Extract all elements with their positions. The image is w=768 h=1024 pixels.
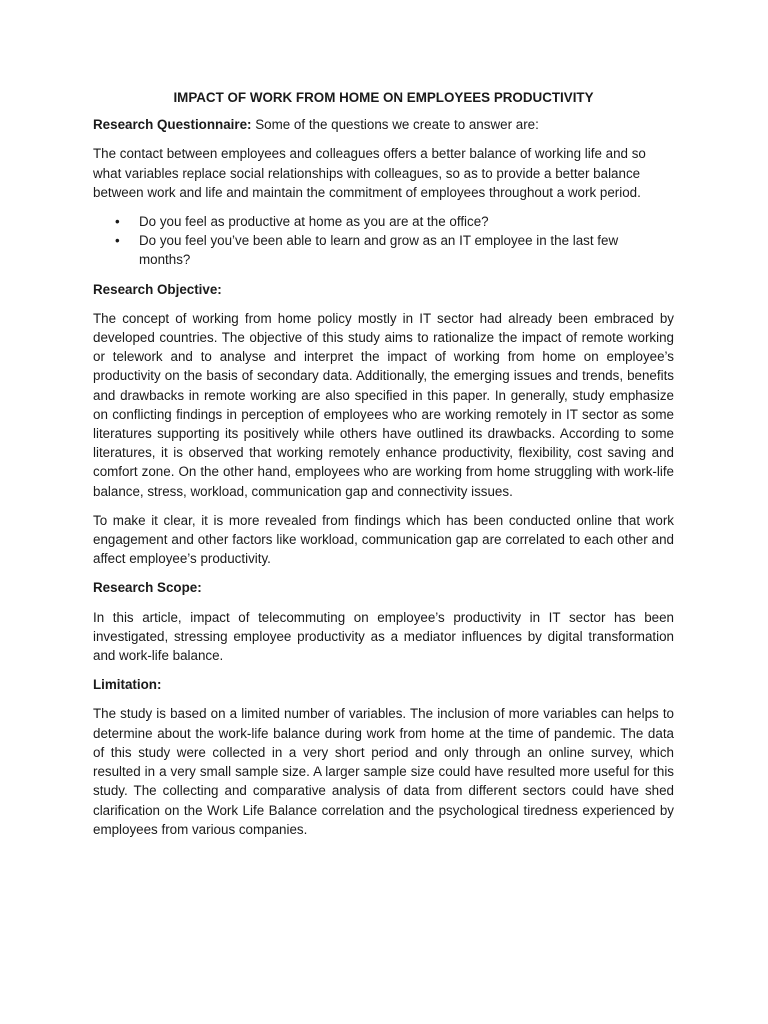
list-item bbox=[93, 231, 674, 269]
question-text: Do you feel you’ve been able to learn and grow as an IT employee in the last few months? bbox=[139, 233, 619, 268]
objective-paragraph: The concept of working from home policy mostly in IT sector had already been embraced by developed countries. The objective of this study aims to rationalize the impact of remote working or telework and to analyse and interpret the impact of working from home on employee’s productivity on the basis of secondary data. Additionally, the emerging issues and trends, benefits and drawbacks in remote working are also specified in this paper. In generally, study emphasize on conflicting findings in perception of employees who are working remotely in IT sector as some literatures supporting its positively while others have outlined its drawbacks. According to some literatures, it is observed that working remotely enhance productivity, flexibility, cost saving and comfort zone. On the other hand, employees who are working from home struggling with work-life balance, stress, workload, communication gap and connectivity issues. bbox=[93, 310, 674, 499]
question-list bbox=[93, 212, 674, 270]
scope-heading: Research Scope: bbox=[93, 580, 202, 596]
questionnaire-text: Some of the questions we create to answer are: bbox=[251, 117, 539, 133]
bullet-icon: • bbox=[115, 214, 120, 230]
document-title: IMPACT OF WORK FROM HOME ON EMPLOYEES PRODUCTIVITY bbox=[173, 90, 594, 105]
scope-paragraph: In this article, impact of telecommuting on employee’s productivity in IT sector has been investigated, stressing employee productivity as a mediator influences by digital transformation and work-life balance. bbox=[93, 609, 674, 664]
bullet-icon: • bbox=[115, 233, 120, 249]
limitation-heading: Limitation: bbox=[93, 677, 162, 693]
objective-heading: Research Objective: bbox=[93, 281, 222, 297]
question-text: Do you feel as productive at home as you are at the office? bbox=[139, 214, 489, 230]
limitation-paragraph: The study is based on a limited number of variables. The inclusion of more variables can helps to determine about the work-life balance during work from home at the time of pandemic. The data of this study were collected in a very short period and only through an online survey, which resulted in a very small sample size. A larger sample size could have resulted more useful for this study. The collecting and comparative analysis of data from different sectors could have shed clarification on the Work Life Balance correlation and the psychological tiredness experienced by employees from various companies. bbox=[93, 706, 674, 837]
questionnaire-label: Research Questionnaire: bbox=[93, 117, 252, 133]
intro-paragraph: The contact between employees and colleagues offers a better balance of working life and so what variables replace social relationships with colleagues, so as to provide a better balance between work and life and maintain the commitment of employees throughout a work period. bbox=[93, 146, 646, 200]
objective-paragraph: To make it clear, it is more revealed from findings which has been conducted online that work engagement and other factors like workload, communication gap are correlated to each other and affect employee’s productivity. bbox=[93, 512, 674, 567]
questionnaire-line bbox=[93, 115, 674, 134]
list-item bbox=[93, 212, 674, 231]
document-page bbox=[93, 84, 674, 849]
